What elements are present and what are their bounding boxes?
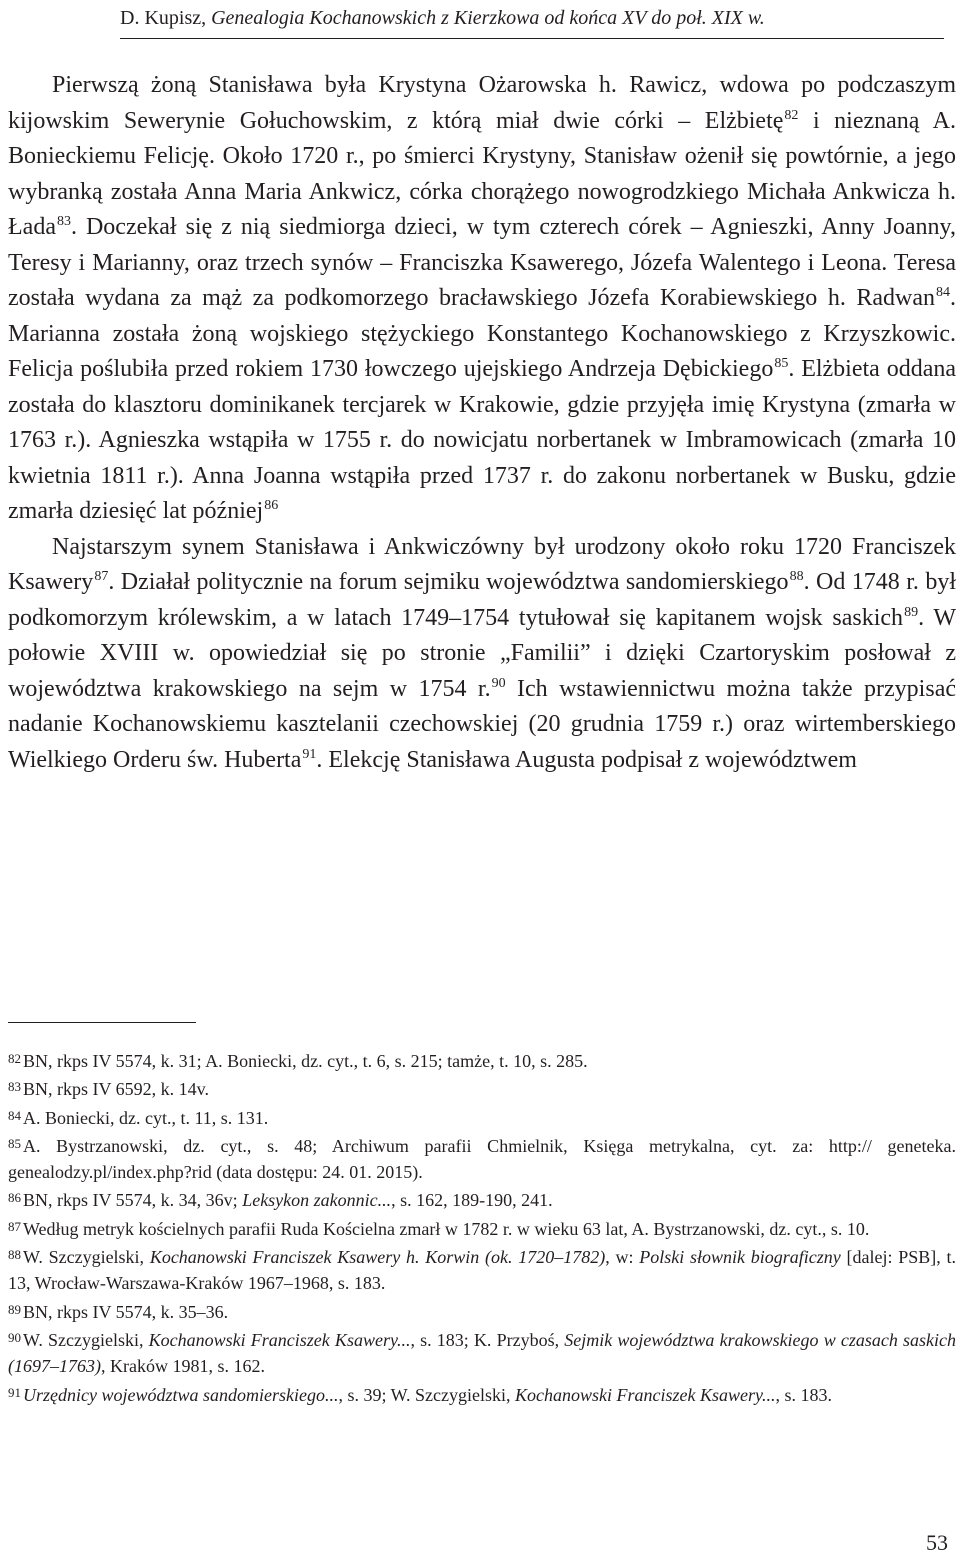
header-title: Genealogia Kochanowskich z Kierzkowa od końca XV do poł. XIX w. [211,7,765,29]
footnote-italic-text: Kochanowski Franciszek Ksawery h. Korwin (ok. 1720–1782) [149,1247,606,1268]
footnote-text: A. Bystrzanowski, dz. cyt., s. 48; Archiwum parafii Chmielnik, Księga metrykalna, cyt. za: http:// geneteka. genealodzy.pl/index.php?rid (data dostępu: 24. 01. 2015). [8,1135,956,1183]
text-run: . Marianna została żoną wojskiego stężyckiego Konstantego Kochanowskiego z Krzyszkowic. Felicja poślubiła przed rokiem 1730 łowczego ujejskiego Andrzeja Dębickiego [8,285,956,382]
footnote-number: 90 [8,1329,21,1345]
footnote-text: , s. 183. [775,1384,832,1405]
text-run: i nieznaną A. Bonieckiemu Felicję. Około 1720 r., po śmierci Krystyny, Stanisław ożenił się powtórnie, a jego wybranką została Anna Maria Ankwicz, córka chorążego nowogrodzkiego Michała Ankwicza h. Łada [8,107,956,240]
footnote-ref[interactable]: 88 [789,569,804,584]
footnote-number: 88 [8,1247,21,1263]
footnote-text: BN, rkps IV 5574, k. 34, 36v; [23,1190,243,1211]
text-run: Pierwszą żoną Stanisława była Krystyna Ożarowska h. Rawicz, wdowa po podczaszym kijowskim Sewerynie Gołuchowskim, z którą miał dwie córki – Elżbietę [8,72,956,134]
page-number: 53 [926,1530,948,1555]
footnote-ref[interactable]: 83 [56,214,71,229]
header-rule [120,38,944,39]
running-header [120,4,940,38]
text-run: Ich wstawiennictwu można także przypisać nadanie Kochanowskiemu kasztelanii czechowskiej (20 grudnia 1759 r.) oraz wirtemberskiego Wielkiego Orderu św. Huberta [8,675,956,773]
footnote-text: , s. 39; W. Szczygielski, [338,1384,515,1405]
footnote-number: 87 [8,1218,21,1234]
footnote-text: Według metryk kościelnych parafii Ruda Kościelna zmarł w 1782 r. w wieku 63 lat, A. Bystrzanowski, dz. cyt., s. 10. [23,1218,870,1239]
footnote-text: , Kraków 1981, s. 162. [101,1356,265,1377]
footnote-italic-text: Sejmik województwa krakowskiego w czasach saskich (1697–1763) [8,1329,957,1377]
footnote-90 [8,1325,956,1380]
footnote-italic-text: Polski słownik biograficzny [639,1247,841,1268]
footnote-text: , s. 183; K. Przyboś, [410,1329,565,1350]
footnote-text: W. Szczygielski, [23,1329,149,1350]
footnote-88 [8,1242,956,1297]
footnote-84 [8,1103,956,1131]
text-run: . Od 1748 r. był podkomorzym królewskim, a w latach 1749–1754 tytułował się kapitanem wojsk saskich [8,569,956,631]
footnote-number: 84 [8,1107,21,1123]
footnote-number: 86 [8,1190,21,1206]
footnote-ref[interactable]: 89 [904,604,919,620]
paragraph [8,68,956,530]
footnote-83 [8,1074,956,1102]
footnote-text: A. Boniecki, dz. cyt., t. 11, s. 131. [23,1107,269,1128]
footnote-text: BN, rkps IV 5574, k. 35–36. [23,1301,229,1322]
footnote-text: [dalej: PSB], t. 13, Wrocław-Warszawa-Kraków 1967–1968, s. 183. [8,1247,957,1294]
footnotes [8,1046,956,1408]
footnote-italic-text: Urzędnicy województwa sandomierskiego... [23,1384,339,1405]
main-text [8,68,956,778]
footnote-ref[interactable]: 85 [774,356,789,371]
footnote-italic-text: Leksykon zakonnic... [242,1190,392,1211]
footnote-86 [8,1185,956,1213]
footnote-number: 83 [8,1079,21,1095]
footnote-number: 89 [8,1301,21,1317]
footnote-91 [8,1380,956,1408]
footnote-85 [8,1131,956,1186]
footnote-text: , w: [605,1247,640,1268]
footnote-89 [8,1297,956,1325]
footnote-text: W. Szczygielski, [23,1247,150,1268]
footnote-text: , s. 162, 189-190, 241. [391,1190,553,1211]
text-run: . Elżbieta oddana została do klasztoru dominikanek tercjarek w Krakowie, gdzie przyjęła imię Krystyna (zmarła w 1763 r.). Agnieszka wstąpiła w 1755 r. do nowicjatu norbertanek w Imbramowicach (zmarła 10 kwietnia 1811 r.). Anna Joanna wstąpiła przed 1737 r. do zakonu norbertanek w Busku, gdzie zmarła dziesięć lat później [8,356,956,524]
paragraph [8,530,956,779]
footnote-ref[interactable]: 91 [302,746,317,762]
footnote-italic-text: Kochanowski Franciszek Ksawery... [148,1329,411,1350]
footnote-text: BN, rkps IV 5574, k. 31; A. Boniecki, dz. cyt., t. 6, s. 215; tamże, t. 10, s. 285. [23,1051,588,1071]
footnote-ref[interactable]: 84 [936,285,950,300]
text-run: . Elekcję Stanisława Augusta podpisał z województwem [316,746,857,773]
header-author: D. Kupisz, [120,7,212,29]
text-run: . W połowie XVIII w. opowiedział się po stronie „Familii” i dzięki Czartoryskim posłował z województwa krakowskiego na sejm w 1754 r. [8,604,957,702]
footnote-ref[interactable]: 82 [784,107,799,123]
footnote-number: 82 [8,1051,21,1066]
text-run: Najstarszym synem Stanisława i Ankwiczówny był urodzony około roku 1720 Franciszek Ksawery [8,533,956,595]
text-run: . Działał politycznie na forum sejmiku województwa sandomierskiego [108,569,789,595]
footnote-number: 91 [8,1384,21,1400]
footnote-number: 85 [8,1135,21,1151]
text-run: . Doczekał się z nią siedmiorga dzieci, w tym czterech córek – Agnieszki, Anny Joanny, Teresy i Marianny, oraz trzech synów – Franciszka Ksawerego, Józefa Walentego i Leona. Teresa została wydana za mąż za podkomorzego bracławskiego Józefa Korabiewskiego h. Radwan [8,214,956,311]
footnote-separator [8,1022,196,1023]
footnote-87 [8,1214,956,1242]
footnote-italic-text: Kochanowski Franciszek Ksawery... [514,1384,776,1405]
footnote-ref[interactable]: 86 [264,498,279,513]
footnote-text: BN, rkps IV 6592, k. 14v. [23,1079,210,1100]
footnote-ref[interactable]: 87 [94,569,109,584]
footnote-ref[interactable]: 90 [491,675,506,691]
footnote-82 [8,1046,956,1074]
